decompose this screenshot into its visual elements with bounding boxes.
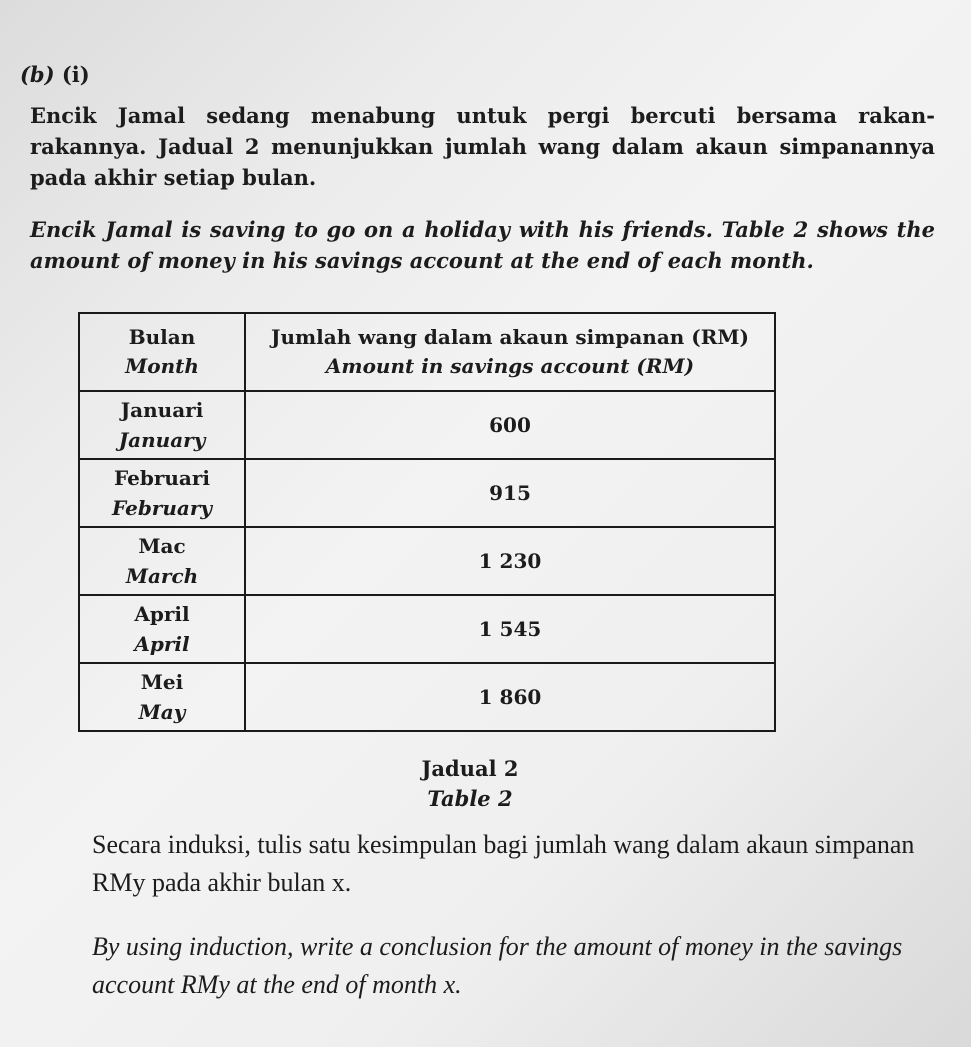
month-ms: Mac bbox=[138, 534, 186, 558]
amount-cell: 1 545 bbox=[245, 595, 775, 663]
table-caption-en: Table 2 bbox=[427, 786, 513, 811]
month-cell bbox=[79, 595, 245, 663]
month-ms: Mei bbox=[140, 670, 184, 694]
month-cell bbox=[79, 391, 245, 459]
month-en: March bbox=[125, 564, 199, 588]
month-ms: April bbox=[134, 602, 190, 626]
table-row bbox=[79, 527, 775, 595]
task-malay: Secara induksi, tulis satu kesimpulan bagi jumlah wang dalam akaun simpanan RMy pada akhir bulan x. bbox=[92, 830, 915, 897]
amount-cell: 915 bbox=[245, 459, 775, 527]
header-amount bbox=[245, 313, 775, 391]
header-amount-ms: Jumlah wang dalam akaun simpanan (RM) bbox=[271, 325, 749, 349]
month-en: January bbox=[118, 428, 206, 452]
table-row bbox=[79, 391, 775, 459]
intro-english: Encik Jamal is saving to go on a holiday with his friends. Table 2 shows the amount of money in his savings account at the end of each month. bbox=[30, 217, 935, 273]
month-ms: Januari bbox=[120, 398, 204, 422]
table-caption-ms: Jadual 2 bbox=[421, 756, 519, 781]
task-english: By using induction, write a conclusion for the amount of money in the savings account RMy at the end of month x. bbox=[92, 932, 903, 999]
table-header-row bbox=[79, 313, 775, 391]
header-month bbox=[79, 313, 245, 391]
header-amount-en: Amount in savings account (RM) bbox=[325, 354, 695, 378]
table-row bbox=[79, 459, 775, 527]
amount-cell: 1 230 bbox=[245, 527, 775, 595]
part-label-i: (i) bbox=[61, 62, 90, 87]
part-label-b: (b) bbox=[20, 62, 55, 87]
header-month-ms: Bulan bbox=[128, 325, 196, 349]
month-cell bbox=[79, 459, 245, 527]
month-ms: Februari bbox=[114, 466, 210, 490]
amount-cell: 1 860 bbox=[245, 663, 775, 731]
header-month-en: Month bbox=[125, 354, 199, 378]
amount-cell: 600 bbox=[245, 391, 775, 459]
month-cell bbox=[79, 527, 245, 595]
savings-table bbox=[78, 312, 776, 732]
intro-malay: Encik Jamal sedang menabung untuk pergi bercuti bersama rakan-rakannya. Jadual 2 menunjukkan jumlah wang dalam akaun simpanannya pada akhir setiap bulan. bbox=[30, 103, 935, 190]
month-cell bbox=[79, 663, 245, 731]
month-en: May bbox=[138, 700, 186, 724]
month-en: February bbox=[111, 496, 212, 520]
table-row bbox=[79, 663, 775, 731]
month-en: April bbox=[134, 632, 190, 656]
question-number bbox=[20, 62, 90, 87]
table-row bbox=[79, 595, 775, 663]
